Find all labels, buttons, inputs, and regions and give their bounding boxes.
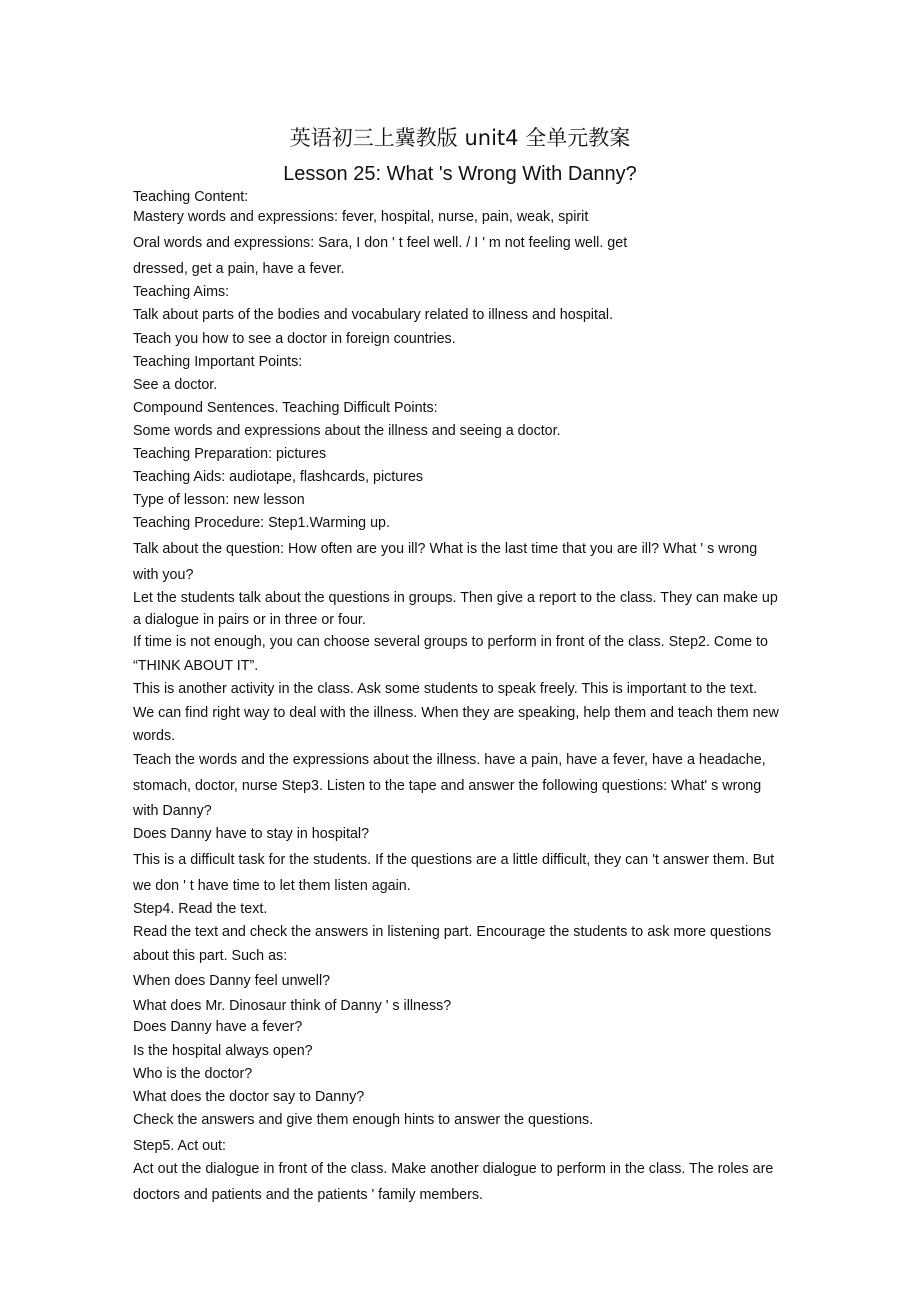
body-line: doctors and patients and the patients ' family members. — [133, 1187, 484, 1203]
body-line: Teach the words and the expressions about the illness. have a pain, have a fever, have a headache, — [133, 752, 766, 768]
body-line: Talk about the question: How often are you ill? What is the last time that you are ill? What ' s wrong — [133, 541, 758, 557]
body-line: Act out the dialogue in front of the class. Make another dialogue to perform in the class. The roles are — [133, 1161, 774, 1177]
body-line: Is the hospital always open? — [133, 1043, 313, 1059]
lesson-title: Lesson 25: What 's Wrong With Danny? — [283, 163, 637, 185]
body-line: This is another activity in the class. Ask some students to speak freely. This is important to the text. — [133, 681, 758, 697]
body-line: Teaching Aids: audiotape, flashcards, pictures — [133, 469, 424, 485]
body-line: What does Mr. Dinosaur think of Danny ' s illness? — [133, 998, 452, 1014]
body-line: Teaching Procedure: Step1.Warming up. — [133, 515, 390, 531]
body-line: a dialogue in pairs or in three or four. — [133, 612, 366, 628]
body-line: stomach, doctor, nurse Step3. Listen to the tape and answer the following questions: What' s wrong — [133, 778, 762, 794]
body-line: about this part. Such as: — [133, 948, 288, 964]
body-line: Teaching Important Points: — [133, 354, 303, 370]
body-line: Type of lesson: new lesson — [133, 492, 305, 508]
body-line: Does Danny have to stay in hospital? — [133, 826, 370, 842]
body-line: See a doctor. — [133, 377, 218, 393]
body-line: Step4. Read the text. — [133, 901, 268, 917]
document-title: 英语初三上冀教版 unit4 全单元教案 — [289, 126, 631, 150]
body-line: Does Danny have a fever? — [133, 1019, 303, 1035]
body-line: We can find right way to deal with the illness. When they are speaking, help them and teach them new — [133, 705, 779, 721]
body-line: Some words and expressions about the illness and seeing a doctor. — [133, 423, 561, 439]
body-line: This is a difficult task for the students. If the questions are a little difficult, they can 't answer them. But — [133, 852, 775, 868]
body-line: with you? — [133, 567, 194, 583]
body-line: Teach you how to see a doctor in foreign countries. — [133, 331, 456, 347]
body-line: Mastery words and expressions: fever, hospital, nurse, pain, weak, spirit — [133, 209, 589, 225]
body-line: dressed, get a pain, have a fever. — [133, 261, 345, 277]
body-line: Compound Sentences. Teaching Difficult Points: — [133, 400, 438, 416]
body-line: Oral words and expressions: Sara, I don ' t feel well. / I ' m not feeling well. get — [133, 235, 628, 251]
body-line: Teaching Preparation: pictures — [133, 446, 327, 462]
body-line: When does Danny feel unwell? — [133, 973, 331, 989]
body-line: Teaching Aims: — [133, 284, 230, 300]
body-line: Who is the doctor? — [133, 1066, 253, 1082]
body-line: Teaching Content: — [133, 189, 249, 205]
body-line: words. — [133, 728, 176, 744]
body-line: Let the students talk about the questions in groups. Then give a report to the class. They can make up — [133, 590, 778, 606]
body-line: Read the text and check the answers in listening part. Encourage the students to ask more questions — [133, 924, 772, 940]
body-line: with Danny? — [133, 803, 212, 819]
body-line: we don ' t have time to let them listen again. — [133, 878, 411, 894]
body-line: Talk about parts of the bodies and vocabulary related to illness and hospital. — [133, 307, 614, 323]
body-line: Step5. Act out: — [133, 1138, 226, 1154]
body-line: Check the answers and give them enough hints to answer the questions. — [133, 1112, 594, 1128]
body-line: If time is not enough, you can choose several groups to perform in front of the class. Step2. Come to — [133, 634, 768, 650]
body-line: “THINK ABOUT IT”. — [133, 658, 259, 674]
body-line: What does the doctor say to Danny? — [133, 1089, 365, 1105]
